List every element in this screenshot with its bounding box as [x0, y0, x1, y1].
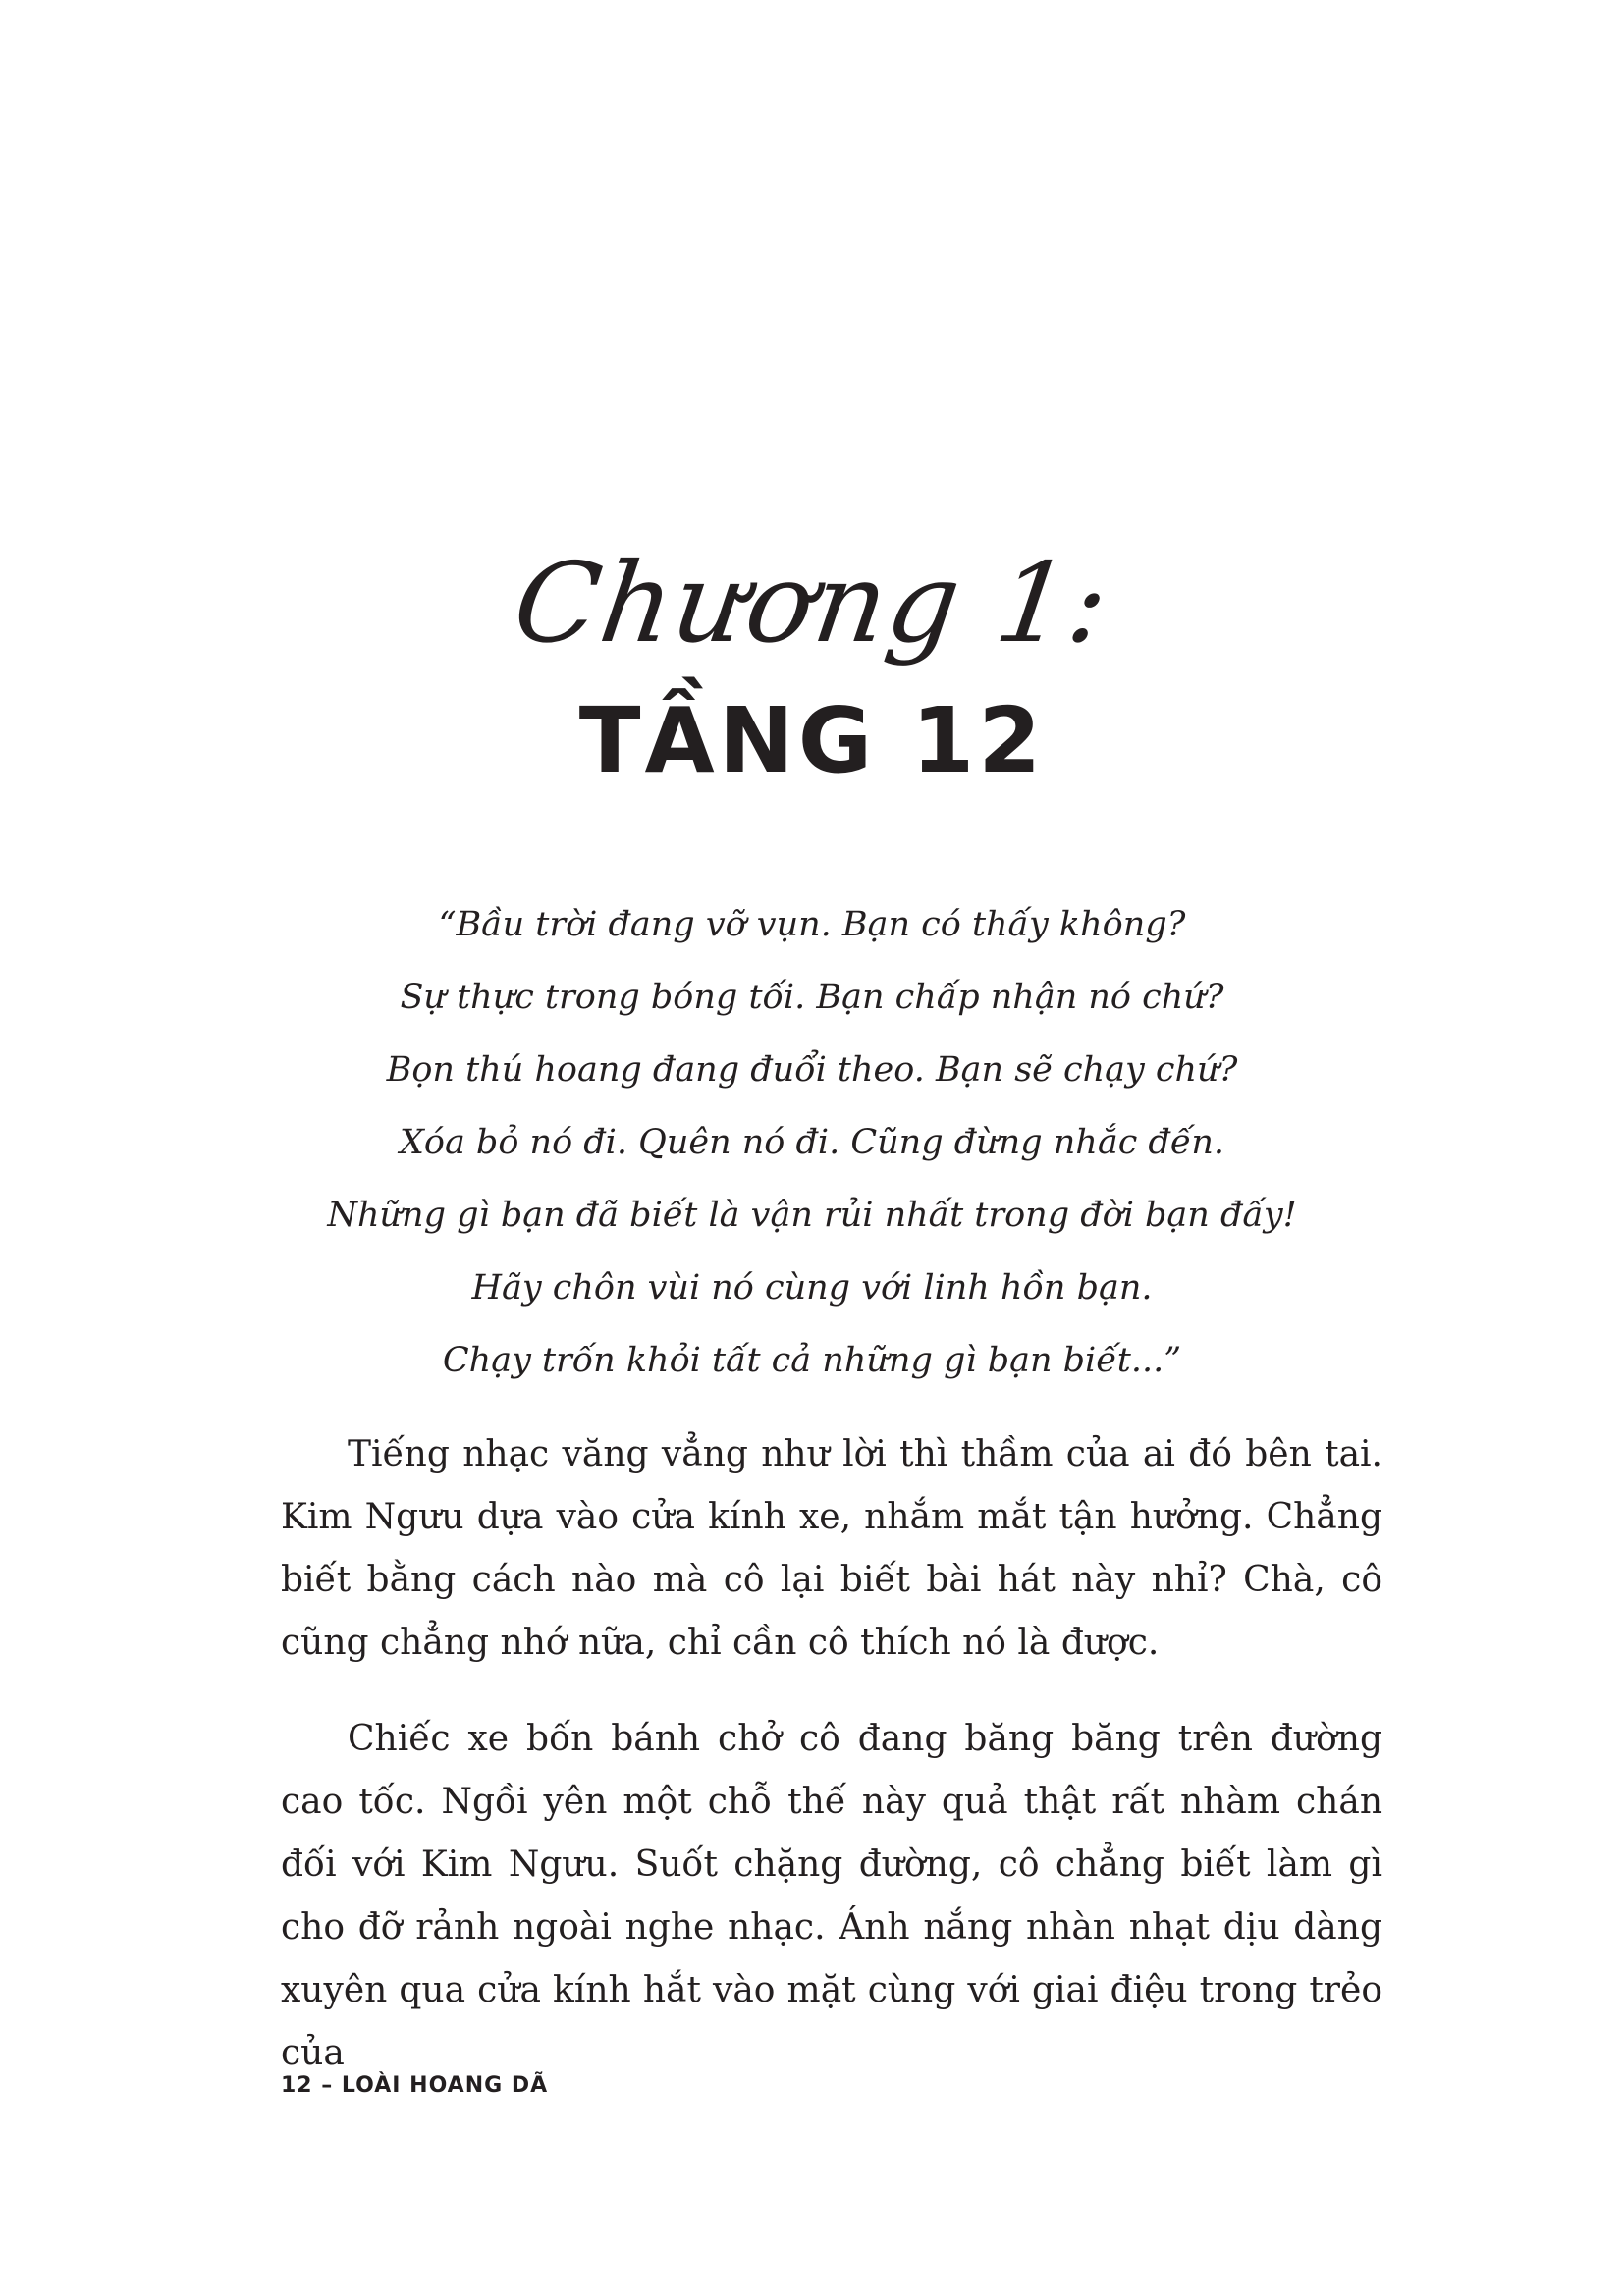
epigraph — [0, 888, 1624, 1397]
epigraph-line: “Bầu trời đang vỡ vụn. Bạn có thấy không? — [438, 905, 1186, 944]
epigraph-line: Chạy trốn khỏi tất cả những gì bạn biết...” — [442, 1341, 1182, 1380]
chapter-number-script: Chương 1: — [506, 540, 1118, 667]
body-paragraph: Tiếng nhạc văng vẳng như lời thì thầm của ai đó bên tai. Kim Ngưu dựa vào cửa kính xe, nhắm mắt tận hưởng. Chẳng biết bằng cách nào mà cô lại biết bài hát này nhỉ? Chà, cô cũng chẳng nhớ nữa, chỉ cần cô thích nó là được. — [281, 1434, 1382, 1663]
epigraph-line: Sự thực trong bóng tối. Bạn chấp nhận nó chứ? — [400, 978, 1224, 1017]
epigraph-line: Bọn thú hoang đang đuổi theo. Bạn sẽ chạy chứ? — [386, 1050, 1238, 1090]
chapter-title: TẦNG 12 — [578, 688, 1046, 793]
running-footer: 12 – LOÀI HOANG DÃ — [281, 2073, 549, 2098]
epigraph-line: Xóa bỏ nó đi. Quên nó đi. Cũng đừng nhắc đến. — [399, 1123, 1225, 1162]
body-text — [281, 1423, 1382, 2118]
epigraph-line: Hãy chôn vùi nó cùng với linh hồn bạn. — [471, 1268, 1153, 1308]
epigraph-line: Những gì bạn đã biết là vận rủi nhất trong đời bạn đấy! — [327, 1196, 1297, 1235]
body-paragraph: Chiếc xe bốn bánh chở cô đang băng băng trên đường cao tốc. Ngồi yên một chỗ thế này quả thật rất nhàm chán đối với Kim Ngưu. Suốt chặng đường, cô chẳng biết làm gì cho đỡ rảnh ngoài nghe nhạc. Ánh nắng nhàn nhạt dịu dàng xuyên qua cửa kính hắt vào mặt cùng với giai điệu trong trẻo của — [281, 1719, 1382, 2073]
